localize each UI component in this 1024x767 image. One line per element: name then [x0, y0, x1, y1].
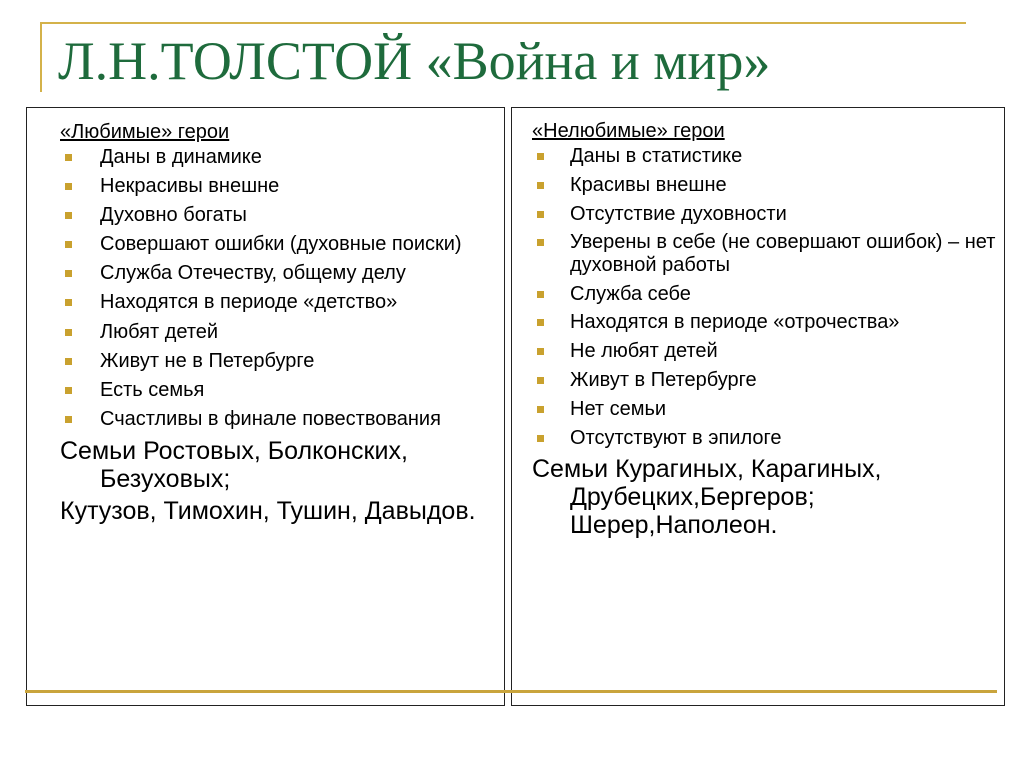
square-bullet-icon [537, 319, 544, 326]
list-item: Служба себе [532, 283, 996, 306]
favorite-heroes-list [60, 146, 496, 430]
square-bullet-icon [537, 435, 544, 442]
list-item: Нет семьи [532, 398, 996, 421]
list-item: Служба Отечеству, общему делу [60, 262, 496, 285]
list-item: Духовно богаты [60, 204, 496, 227]
list-item: Находятся в периоде «детство» [60, 291, 496, 314]
square-bullet-icon [65, 212, 72, 219]
square-bullet-icon [537, 211, 544, 218]
summary-families: Семьи Курагиных, Карагиных, Друбецких,Бергеров; Шерер,Наполеон. [532, 455, 882, 540]
square-bullet-icon [537, 348, 544, 355]
unloved-heroes-heading: «Нелюбимые» герои [532, 120, 725, 142]
list-item: Живут в Петербурге [532, 369, 996, 392]
list-item: Красивы внешне [532, 174, 996, 197]
square-bullet-icon [65, 358, 72, 365]
list-item: Счастливы в финале повествования [60, 408, 496, 431]
unloved-heroes-box [511, 107, 1005, 706]
square-bullet-icon [65, 329, 72, 336]
unloved-heroes-list [532, 145, 996, 449]
square-bullet-icon [65, 241, 72, 248]
square-bullet-icon [537, 153, 544, 160]
list-item: Некрасивы внешне [60, 175, 496, 198]
list-item: Не любят детей [532, 340, 996, 363]
list-item: Даны в динамике [60, 146, 496, 169]
favorite-heroes-summary [60, 437, 496, 525]
list-item: Есть семья [60, 379, 496, 402]
list-item: Отсутствуют в эпилоге [532, 427, 996, 450]
square-bullet-icon [65, 183, 72, 190]
square-bullet-icon [65, 299, 72, 306]
favorite-heroes-box [26, 107, 505, 706]
slide-title: Л.Н.ТОЛСТОЙ «Война и мир» [58, 31, 771, 91]
list-item: Любят детей [60, 321, 496, 344]
left-gold-rule [40, 22, 42, 92]
square-bullet-icon [65, 387, 72, 394]
square-bullet-icon [537, 377, 544, 384]
unloved-heroes-summary [532, 455, 996, 539]
summary-families: Семьи Ростовых, Болконских, Безуховых; [60, 436, 408, 493]
list-item: Даны в статистике [532, 145, 996, 168]
list-item: Отсутствие духовности [532, 203, 996, 226]
square-bullet-icon [537, 291, 544, 298]
square-bullet-icon [537, 239, 544, 246]
square-bullet-icon [65, 416, 72, 423]
square-bullet-icon [65, 154, 72, 161]
list-item: Находятся в периоде «отрочества» [532, 311, 996, 334]
list-item: Уверены в себе (не совершают ошибок) – нет духовной работы [532, 231, 996, 276]
square-bullet-icon [537, 182, 544, 189]
list-item: Совершают ошибки (духовные поиски) [60, 233, 496, 256]
bottom-gold-rule [25, 690, 997, 693]
square-bullet-icon [537, 406, 544, 413]
list-item: Живут не в Петербурге [60, 350, 496, 373]
top-gold-rule [40, 22, 966, 24]
favorite-heroes-heading: «Любимые» герои [60, 121, 230, 143]
summary-characters: Кутузов, Тимохин, Тушин, Давыдов. [60, 496, 476, 525]
square-bullet-icon [65, 270, 72, 277]
